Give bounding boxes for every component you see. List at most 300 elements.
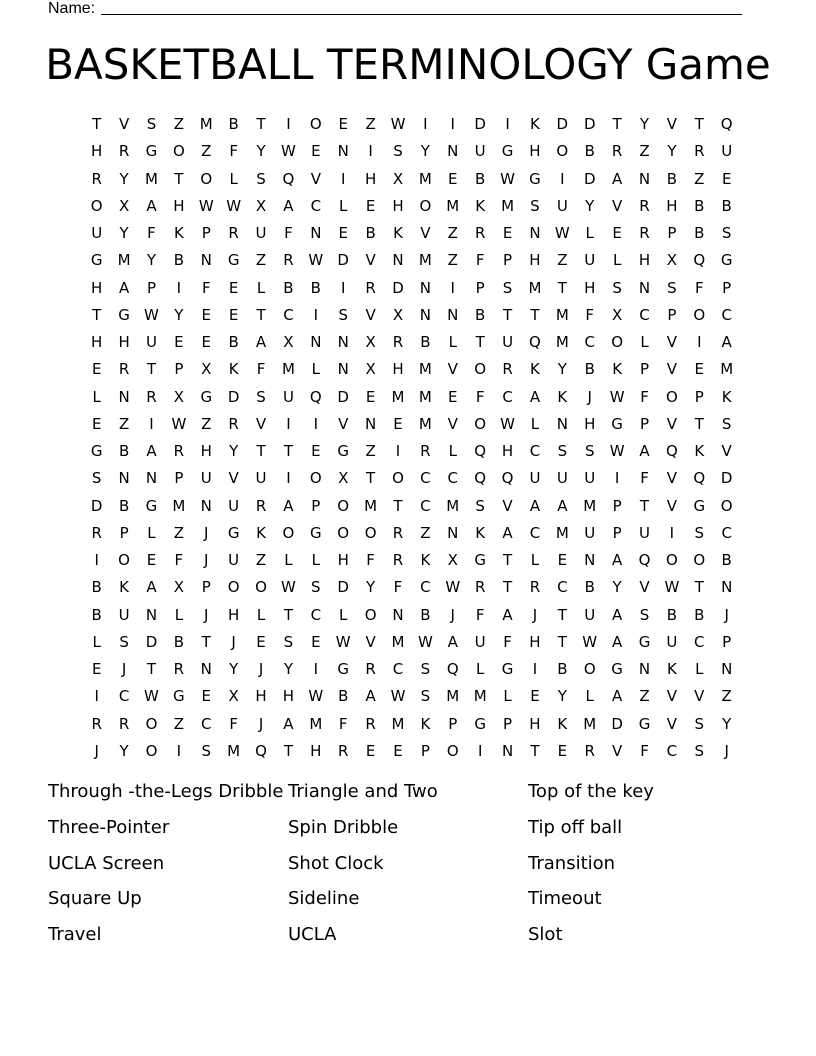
grid-letter: I	[340, 169, 346, 188]
grid-letter: K	[530, 360, 540, 379]
grid-letter: Z	[118, 414, 130, 433]
grid-letter: N	[145, 469, 158, 488]
grid-letter: B	[91, 605, 102, 624]
grid-letter: Y	[283, 660, 294, 678]
grid-letter: K	[612, 360, 623, 379]
grid-letter: G	[693, 496, 706, 515]
grid-letter: W	[609, 387, 625, 406]
grid-letter: H	[501, 442, 514, 460]
grid-letter: H	[200, 442, 212, 460]
grid-letter: U	[91, 224, 103, 242]
grid-letter: R	[91, 169, 102, 188]
grid-letter: E	[393, 741, 403, 760]
grid-letter: X	[283, 333, 294, 351]
grid-letter: Q	[255, 741, 267, 760]
grid-letter: L	[229, 169, 238, 188]
grid-letter: O	[693, 305, 706, 324]
grid-letter: N	[200, 496, 212, 515]
grid-letter: O	[309, 115, 322, 133]
grid-letter: H	[666, 196, 678, 215]
grid-letter: S	[530, 196, 540, 215]
grid-letter: R	[118, 714, 130, 733]
grid-letter: C	[201, 714, 212, 733]
grid-letter: I	[286, 115, 291, 133]
grid-letter: N	[447, 305, 459, 324]
grid-letter: A	[447, 632, 458, 651]
grid-letter: I	[313, 305, 319, 324]
grid-letter: S	[584, 442, 595, 460]
grid-letter: R	[228, 414, 239, 433]
grid-letter: Y	[256, 142, 266, 161]
grid-letter: G	[310, 523, 322, 542]
grid-letter: D	[611, 714, 623, 733]
grid-letter: S	[119, 632, 129, 651]
grid-letter: E	[365, 387, 376, 406]
grid-letter: P	[722, 632, 732, 651]
grid-letter: I	[669, 523, 675, 542]
grid-letter: C	[420, 578, 431, 597]
grid-letter: A	[721, 333, 732, 351]
word-list-item: UCLA Screen	[48, 852, 165, 874]
grid-letter: U	[228, 551, 240, 569]
grid-letter: K	[475, 196, 486, 215]
grid-letter: R	[365, 660, 376, 678]
grid-letter: W	[281, 142, 296, 161]
grid-letter: P	[722, 278, 732, 297]
grid-letter: S	[420, 660, 431, 678]
grid-letter: A	[146, 196, 157, 215]
grid-letter: W	[417, 632, 433, 651]
grid-letter: F	[201, 278, 211, 297]
grid-letter: X	[201, 360, 212, 379]
grid-letter: U	[584, 523, 596, 542]
grid-letter: R	[91, 714, 102, 733]
grid-letter: E	[91, 360, 102, 379]
grid-letter: Q	[474, 469, 487, 488]
word-list-item: Transition	[528, 852, 616, 874]
grid-letter: M	[418, 414, 432, 433]
grid-letter: B	[475, 305, 486, 324]
grid-letter: M	[446, 687, 460, 706]
grid-letter: H	[118, 333, 130, 351]
grid-letter: P	[475, 278, 485, 297]
grid-letter: P	[119, 523, 129, 542]
grid-letter: E	[365, 196, 376, 215]
grid-letter: W	[390, 687, 406, 706]
grid-letter: O	[145, 741, 158, 760]
grid-letter: W	[390, 115, 406, 133]
grid-letter: M	[446, 496, 460, 515]
grid-letter: F	[640, 387, 649, 406]
grid-letter: A	[529, 496, 541, 515]
grid-letter: H	[529, 251, 541, 270]
grid-letter: Z	[255, 251, 267, 270]
word-list	[48, 774, 768, 953]
grid-letter: E	[146, 551, 157, 569]
grid-letter: G	[611, 660, 623, 678]
grid-letter: K	[228, 360, 239, 379]
grid-letter: T	[530, 305, 540, 324]
grid-letter: Z	[173, 115, 184, 133]
grid-letter: R	[639, 196, 650, 215]
grid-letter: C	[310, 605, 322, 624]
grid-letter: L	[530, 414, 540, 433]
grid-letter: T	[612, 115, 622, 133]
grid-letter: R	[474, 578, 486, 597]
grid-letter: C	[283, 305, 294, 324]
grid-letter: V	[447, 414, 458, 433]
grid-letter: F	[475, 251, 485, 270]
grid-letter: W	[582, 632, 598, 651]
grid-letter: L	[174, 605, 184, 624]
grid-letter: K	[420, 551, 431, 569]
grid-letter: Y	[420, 142, 430, 161]
grid-letter: I	[94, 687, 99, 706]
grid-letter: U	[502, 333, 514, 351]
grid-letter: O	[474, 360, 487, 379]
grid-letter: L	[92, 387, 101, 406]
grid-letter: O	[392, 469, 404, 488]
grid-letter: W	[335, 632, 351, 651]
grid-letter: V	[365, 632, 376, 651]
grid-letter: M	[199, 115, 213, 133]
grid-letter: G	[90, 442, 103, 460]
grid-letter: O	[693, 551, 706, 569]
grid-letter: S	[721, 414, 732, 433]
grid-letter: N	[392, 605, 404, 624]
grid-letter: E	[256, 632, 266, 651]
grid-letter: S	[393, 142, 403, 161]
grid-letter: R	[502, 360, 513, 379]
word-list-item: Top of the key	[528, 781, 654, 802]
grid-letter: H	[173, 196, 185, 215]
grid-letter: P	[612, 496, 622, 515]
word-list-item: Tip off ball	[528, 816, 623, 838]
grid-letter: K	[393, 224, 403, 242]
grid-letter: O	[227, 578, 240, 597]
grid-letter: V	[420, 224, 431, 242]
grid-letter: T	[557, 632, 567, 651]
grid-letter: O	[556, 142, 569, 161]
grid-letter: B	[666, 605, 678, 624]
grid-letter: E	[228, 278, 239, 297]
grid-letter: Z	[447, 251, 458, 270]
grid-letter: A	[611, 632, 623, 651]
grid-letter: H	[91, 278, 103, 297]
grid-letter: Z	[721, 687, 732, 706]
grid-letter: Z	[557, 251, 568, 270]
grid-letter: E	[91, 414, 102, 433]
grid-letter: X	[338, 469, 349, 488]
grid-letter: J	[94, 741, 99, 760]
grid-letter: M	[418, 251, 432, 270]
grid-letter: B	[173, 632, 185, 651]
grid-letter: N	[529, 224, 541, 242]
grid-letter: K	[721, 387, 732, 406]
grid-letter: A	[283, 496, 294, 515]
grid-letter: Y	[612, 578, 622, 597]
grid-letter: R	[392, 333, 404, 351]
grid-letter: L	[448, 333, 457, 351]
grid-letter: W	[445, 578, 461, 597]
grid-letter: B	[694, 224, 705, 242]
grid-letter: G	[118, 305, 130, 324]
grid-letter: A	[611, 687, 623, 706]
grid-letter: P	[146, 278, 156, 297]
grid-letter: R	[529, 578, 541, 597]
grid-letter: E	[694, 360, 705, 379]
grid-letter: Q	[501, 469, 514, 488]
grid-letter: S	[283, 632, 294, 651]
grid-letter: E	[502, 224, 513, 242]
grid-letter: L	[585, 224, 594, 242]
grid-letter: F	[475, 605, 485, 624]
grid-letter: B	[365, 224, 376, 242]
grid-letter: W	[500, 169, 515, 188]
grid-letter: O	[419, 196, 432, 215]
grid-letter: F	[393, 578, 403, 597]
grid-letter: E	[393, 414, 403, 433]
grid-letter: G	[337, 442, 350, 460]
grid-letter: M	[418, 360, 432, 379]
grid-letter: P	[174, 469, 184, 488]
grid-letter: N	[364, 414, 377, 433]
grid-letter: Q	[665, 442, 678, 460]
grid-letter: U	[474, 632, 486, 651]
grid-letter: Q	[529, 333, 541, 351]
grid-letter: C	[447, 469, 459, 488]
grid-letter: N	[501, 741, 514, 760]
grid-letter: M	[583, 496, 597, 515]
grid-letter: I	[176, 278, 182, 297]
grid-letter: E	[174, 333, 184, 351]
grid-letter: P	[639, 414, 650, 433]
grid-letter: F	[147, 224, 156, 242]
grid-letter: P	[448, 714, 458, 733]
grid-letter: G	[200, 387, 213, 406]
grid-letter: O	[364, 605, 377, 624]
grid-letter: N	[638, 660, 651, 678]
grid-letter: R	[146, 387, 157, 406]
grid-letter: G	[638, 714, 651, 733]
grid-letter: V	[255, 414, 267, 433]
grid-letter: Y	[119, 741, 129, 760]
grid-letter: I	[614, 469, 620, 488]
grid-letter: R	[420, 442, 431, 460]
word-list-item: UCLA	[288, 924, 337, 945]
grid-letter: N	[447, 142, 459, 161]
grid-letter: B	[666, 169, 678, 188]
grid-letter: D	[337, 387, 349, 406]
grid-letter: R	[639, 224, 650, 242]
grid-letter: K	[694, 442, 705, 460]
grid-letter: V	[666, 115, 678, 133]
grid-letter: U	[556, 469, 568, 488]
grid-letter: I	[94, 551, 99, 569]
grid-letter: X	[447, 551, 458, 569]
grid-letter: S	[420, 687, 431, 706]
grid-letter: I	[450, 278, 455, 297]
grid-letter: U	[255, 224, 267, 242]
grid-letter: K	[666, 660, 677, 678]
grid-letter: F	[284, 224, 293, 242]
grid-letter: J	[204, 551, 209, 569]
grid-letter: M	[555, 305, 569, 324]
grid-letter: T	[502, 551, 513, 569]
grid-letter: W	[609, 442, 625, 460]
grid-letter: O	[665, 387, 678, 406]
grid-letter: O	[118, 551, 130, 569]
grid-letter: R	[584, 741, 595, 760]
grid-letter: C	[721, 523, 732, 542]
grid-letter: A	[283, 196, 294, 215]
grid-letter: L	[695, 660, 704, 678]
grid-letter: N	[556, 414, 568, 433]
grid-letter: L	[92, 632, 101, 651]
grid-letter: T	[146, 360, 157, 379]
grid-letter: U	[282, 387, 294, 406]
grid-letter: N	[310, 333, 322, 351]
grid-letter: A	[611, 605, 623, 624]
grid-letter: A	[529, 387, 541, 406]
grid-letter: W	[554, 224, 570, 242]
grid-letter: R	[228, 224, 239, 242]
grid-letter: N	[419, 305, 431, 324]
grid-letter: V	[721, 442, 732, 460]
grid-letter: A	[365, 687, 376, 706]
grid-letter: G	[474, 551, 486, 569]
grid-letter: L	[339, 605, 348, 624]
grid-letter: F	[174, 551, 184, 569]
grid-letter: K	[557, 714, 568, 733]
grid-letter: I	[450, 115, 455, 133]
grid-letter: W	[144, 305, 159, 324]
grid-letter: C	[392, 660, 404, 678]
grid-letter: F	[475, 387, 485, 406]
grid-letter: P	[174, 360, 184, 379]
grid-letter: U	[200, 469, 212, 488]
grid-letter: D	[474, 115, 486, 133]
grid-letter: D	[583, 169, 596, 188]
grid-letter: V	[694, 687, 705, 706]
grid-letter: E	[338, 115, 348, 133]
grid-letter: T	[694, 578, 704, 597]
grid-letter: P	[420, 741, 430, 760]
grid-letter: N	[447, 523, 459, 542]
grid-letter: T	[283, 605, 294, 624]
grid-letter: O	[720, 496, 733, 515]
grid-letter: H	[337, 551, 349, 569]
grid-letter: U	[584, 605, 596, 624]
grid-letter: H	[282, 687, 295, 706]
grid-letter: C	[694, 632, 705, 651]
grid-letter: C	[420, 496, 431, 515]
grid-letter: S	[694, 741, 705, 760]
name-label: Name:	[48, 0, 96, 17]
grid-letter: R	[91, 523, 102, 542]
grid-letter: H	[91, 142, 103, 161]
grid-letter: M	[117, 251, 131, 270]
grid-letter: I	[176, 741, 182, 760]
grid-letter: U	[118, 605, 130, 624]
grid-letter: I	[368, 142, 373, 161]
grid-letter: A	[283, 714, 294, 733]
grid-letter: M	[528, 278, 542, 297]
grid-letter: T	[502, 305, 513, 324]
grid-letter: I	[149, 414, 154, 433]
grid-letter: N	[392, 251, 404, 270]
grid-letter: D	[145, 632, 158, 651]
grid-letter: Z	[173, 714, 184, 733]
word-list-item: Travel	[48, 924, 102, 945]
grid-letter: H	[228, 605, 240, 624]
grid-letter: K	[557, 387, 568, 406]
grid-letter: T	[475, 333, 485, 351]
grid-letter: G	[145, 142, 158, 161]
grid-letter: N	[584, 551, 596, 569]
grid-letter: H	[255, 687, 267, 706]
grid-letter: S	[612, 278, 622, 297]
grid-letter: F	[503, 632, 512, 651]
grid-letter: E	[228, 305, 239, 324]
grid-letter: I	[423, 115, 428, 133]
grid-letter: I	[560, 169, 565, 188]
grid-letter: E	[91, 660, 102, 678]
grid-letter: R	[255, 496, 267, 515]
grid-letter: N	[200, 251, 212, 270]
grid-letter: C	[639, 305, 650, 324]
grid-letter: O	[446, 741, 459, 760]
page-title: BASKETBALL TERMINOLOGY Game	[45, 40, 771, 89]
grid-letter: G	[611, 414, 623, 433]
grid-letter: G	[227, 251, 240, 270]
grid-letter: N	[118, 387, 130, 406]
grid-letter: E	[311, 142, 321, 161]
grid-letter: K	[475, 523, 486, 542]
grid-letter: X	[392, 305, 404, 324]
grid-letter: Q	[309, 387, 322, 406]
grid-letter: B	[338, 687, 349, 706]
grid-letter: L	[475, 660, 485, 678]
grid-letter: V	[666, 333, 678, 351]
grid-letter: J	[121, 660, 127, 678]
grid-letter: R	[611, 142, 623, 161]
grid-letter: B	[694, 196, 705, 215]
grid-letter: M	[555, 523, 569, 542]
grid-letter: S	[91, 469, 102, 488]
grid-letter: Q	[693, 469, 706, 488]
grid-letter: P	[201, 224, 211, 242]
grid-letter: H	[584, 414, 596, 433]
grid-letter: B	[721, 551, 732, 569]
grid-letter: C	[310, 196, 322, 215]
grid-letter: L	[311, 360, 320, 379]
grid-letter: H	[364, 169, 377, 188]
grid-letter: P	[612, 523, 622, 542]
grid-letter: T	[92, 115, 102, 133]
grid-letter: Q	[693, 251, 706, 270]
grid-letter: A	[639, 442, 650, 460]
grid-letter: H	[392, 360, 404, 379]
grid-letter: P	[639, 360, 650, 379]
grid-letter: Y	[229, 442, 239, 460]
grid-letter: M	[418, 169, 432, 188]
grid-letter: H	[638, 251, 651, 270]
grid-letter: Y	[722, 714, 732, 733]
grid-letter: G	[501, 142, 514, 161]
grid-letter: X	[365, 360, 376, 379]
grid-letter: Y	[639, 115, 650, 133]
